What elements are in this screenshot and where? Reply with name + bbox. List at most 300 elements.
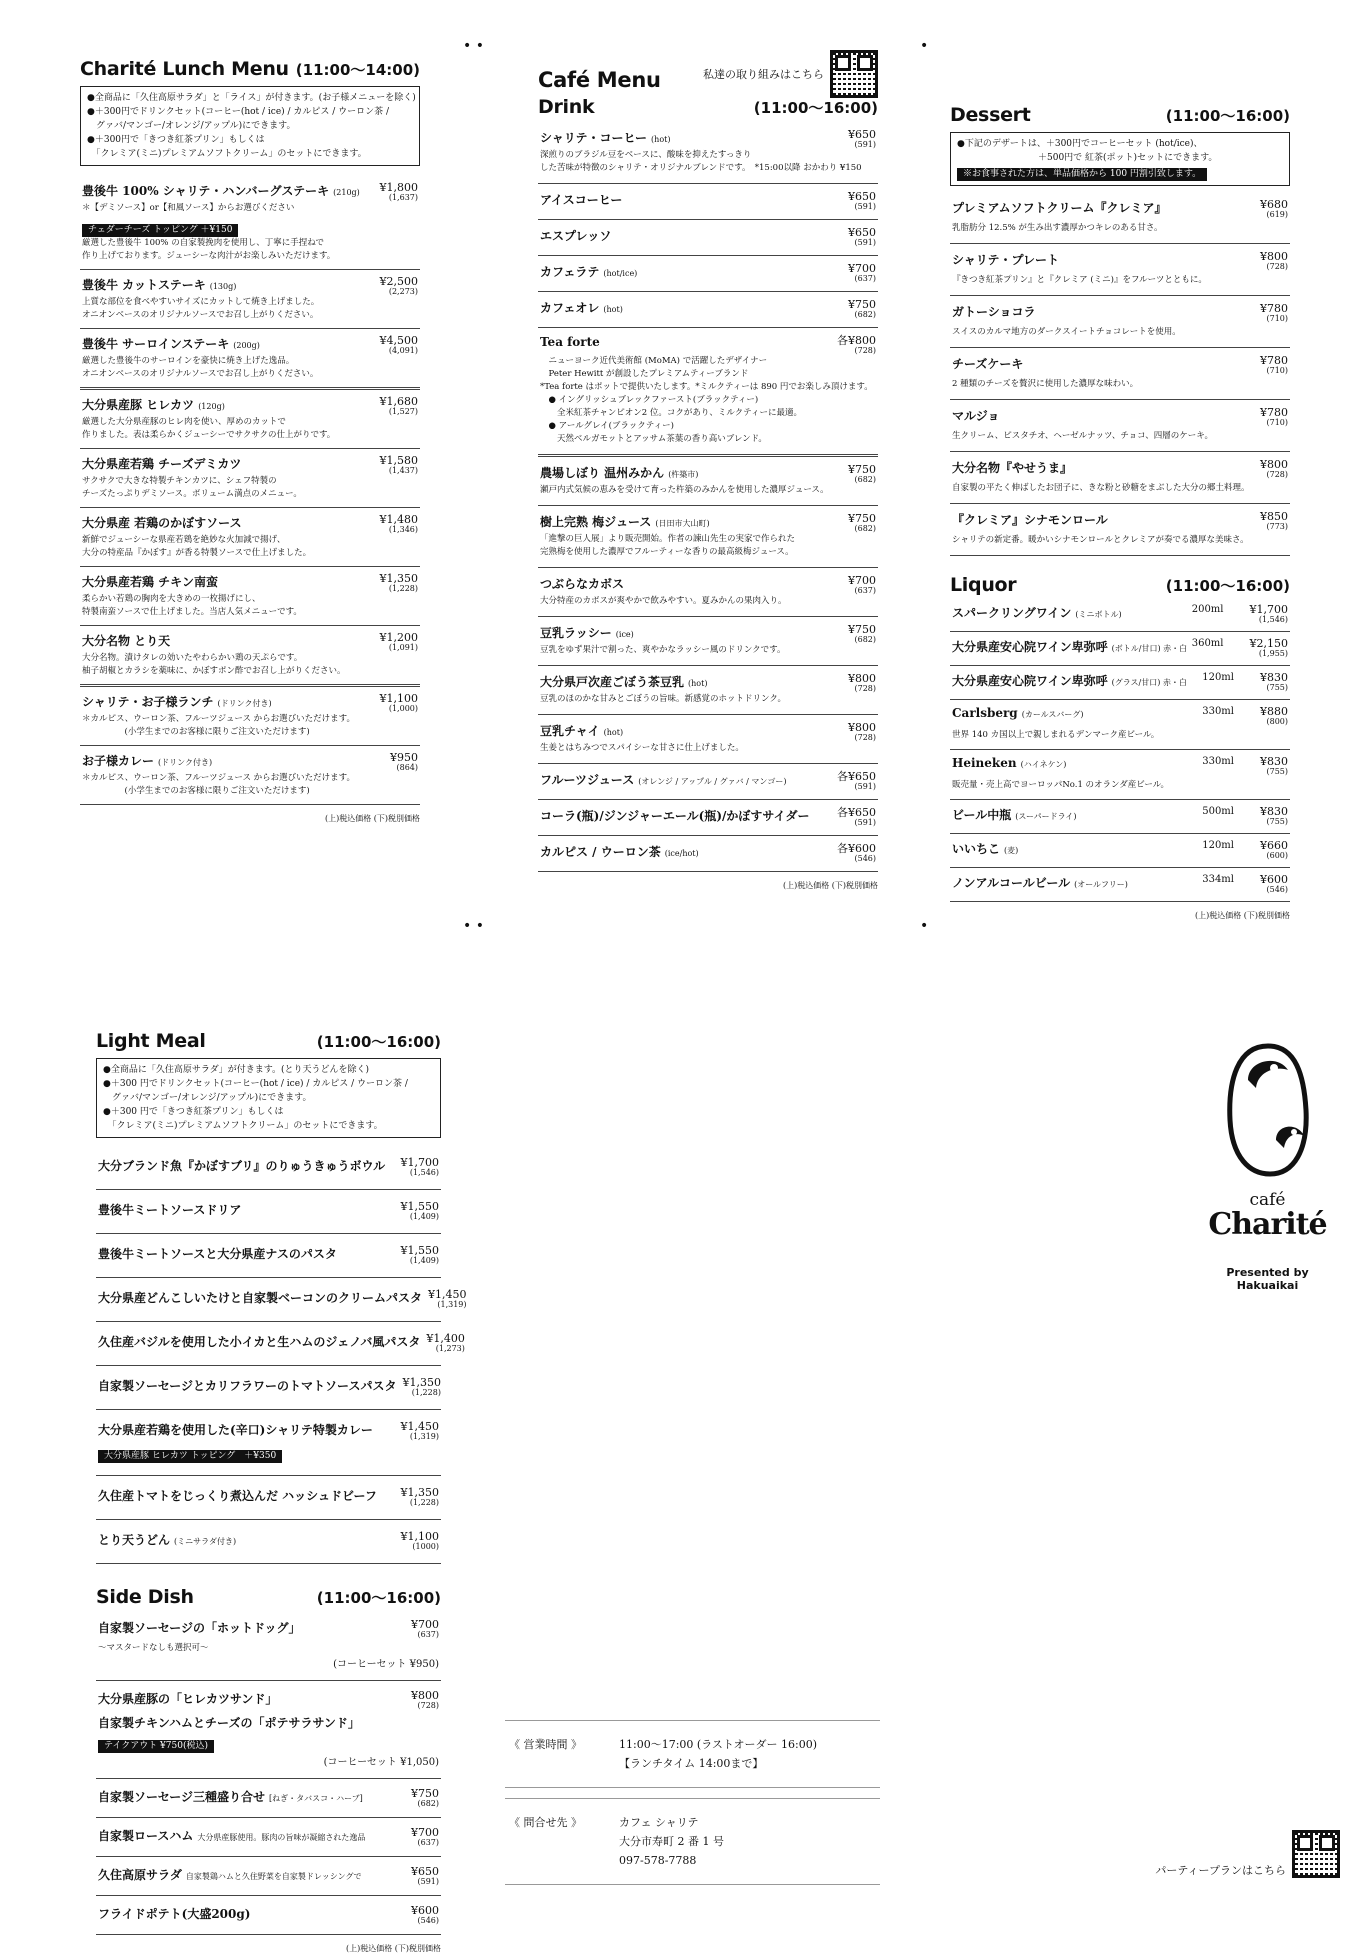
menu-item-sub: (120g) (198, 402, 225, 411)
menu-item (96, 1234, 441, 1278)
price-excl-tax: (682) (854, 310, 876, 319)
price-excl-tax: (728) (417, 1701, 439, 1710)
menu-item-name (540, 191, 622, 208)
menu-item-topping: チェダーチーズ トッピング ＋¥150 (82, 224, 238, 237)
lunch-items (80, 176, 420, 805)
menu-item-name (952, 459, 1072, 476)
menu-item-desc: 乳脂肪分 12.5% が生み出す濃厚かつキレのある甘さ。 (952, 223, 1163, 233)
contact-info (505, 1798, 880, 1885)
menu-item-price (1260, 251, 1288, 271)
menu-item-name (98, 1333, 420, 1350)
menu-item-name (952, 806, 1076, 823)
price-excl-tax: (546) (1266, 885, 1288, 894)
price-incl-tax: ¥1,700 (1249, 603, 1288, 616)
brand-cafe: café (1249, 1190, 1286, 1210)
menu-item-price (380, 182, 419, 202)
menu-item-name (540, 807, 810, 824)
menu-item-price (848, 227, 876, 247)
menu-item-desc: 柚子胡椒とカラシを薬味に、かぼすポン酢でお召し上がりください。 (82, 666, 346, 676)
menu-item-price (837, 843, 876, 863)
price-excl-tax: (591) (854, 818, 876, 827)
menu-item (538, 568, 878, 617)
menu-item (96, 1610, 441, 1681)
menu-item-name (952, 638, 1187, 655)
menu-item (538, 800, 878, 836)
price-excl-tax: (1,546) (409, 1168, 439, 1177)
menu-item-title: 豆乳ラッシー (540, 626, 612, 640)
price-excl-tax: (1,955) (1258, 649, 1288, 658)
menu-item-name (952, 874, 1128, 891)
menu-item-name (82, 632, 170, 649)
menu-item-volume: 334ml (1202, 874, 1234, 885)
menu-item-desc: ＊【デミソース】or【和風ソース】からお選びください (82, 203, 295, 213)
light-items (96, 1146, 467, 1564)
menu-item-price (1260, 874, 1288, 894)
menu-item-title: シャリテ・お子様ランチ (82, 695, 214, 709)
menu-item-title: 豊後牛ミートソースドリア (98, 1203, 242, 1217)
menu-item-price (848, 263, 876, 283)
cafe-menu (538, 50, 878, 891)
menu-item-name (540, 843, 699, 860)
menu-item-desc: オニオンベースのオリジナルソースでお召し上がりください。 (82, 369, 319, 379)
menu-item-price (380, 573, 419, 593)
menu-item-title: 『クレミア』シナモンロール (952, 513, 1108, 527)
menu-item-title: Heineken (952, 756, 1017, 770)
note-line: ●＋300円で「きつき紅茶プリン」もしくは (87, 135, 265, 145)
menu-item-price (428, 1289, 467, 1309)
menu-item (950, 400, 1290, 452)
menu-item-price (848, 464, 876, 484)
menu-item-desc: 厳選した豊後牛のサーロインを豪快に焼き上げた逸品。 (82, 356, 295, 366)
bird-logo-icon (1218, 1040, 1318, 1180)
dessert-hours: (11:00～16:00) (1165, 107, 1290, 125)
price-excl-tax: (682) (854, 635, 876, 644)
menu-item-name (82, 455, 241, 472)
menu-item-desc: 〜マスタードなしも選択可〜 (98, 1643, 209, 1653)
menu-item-price (1260, 407, 1288, 427)
menu-item (80, 329, 420, 390)
price-incl-tax: ¥1,700 (400, 1156, 439, 1169)
menu-item-price (837, 335, 876, 355)
drink-hours: (11:00～16:00) (753, 99, 878, 117)
menu-item-sub: [ねぎ・タバスコ・ハーブ] (269, 1794, 363, 1803)
menu-item-title: Carlsberg (952, 706, 1018, 720)
price-excl-tax: (546) (417, 1916, 439, 1925)
menu-item-sub: (hot) (603, 305, 623, 314)
menu-item (96, 1190, 441, 1234)
liquor-items (950, 598, 1290, 902)
price-incl-tax: ¥1,350 (400, 1486, 439, 1499)
menu-item-name (82, 573, 218, 590)
menu-item-desc: ＊カルピス、ウーロン茶、フルーツジュース からお選びいただけます。 (82, 773, 356, 783)
dessert-note: ＋500円で 紅茶(ポット)セットにできます。 (957, 153, 1218, 163)
price-excl-tax: (682) (854, 524, 876, 533)
dessert-notes (950, 132, 1290, 186)
menu-item-name (540, 335, 600, 349)
qr-code-icon[interactable] (830, 50, 878, 98)
menu-item-name (98, 1157, 385, 1174)
menu-item-desc: 生姜とはちみつでスパイシーな甘さに仕上げました。 (540, 743, 744, 753)
menu-item-price (380, 455, 419, 475)
price-incl-tax: 各¥600 (837, 842, 876, 855)
price-incl-tax: ¥850 (1260, 510, 1288, 523)
fold-dots: • (920, 38, 929, 54)
note-line: 「クレミア(ミニ)プレミアムソフトクリーム」のセットにできます。 (103, 1121, 383, 1131)
note-line: ●＋300円でドリンクセット(コーヒー(hot / ice) / カルピス / ウーロン茶 / (87, 107, 390, 117)
price-incl-tax: ¥750 (848, 298, 876, 311)
menu-item (950, 632, 1290, 666)
menu-item-sub: (カールスバーグ) (1021, 710, 1084, 719)
menu-item-desc: オニオンベースのオリジナルソースでお召し上がりください。 (82, 310, 319, 320)
price-incl-tax: ¥800 (411, 1689, 439, 1702)
menu-item (80, 687, 420, 746)
note-line: ●＋300 円でドリンクセット(コーヒー(hot / ice) / カルピス / ウーロン茶 / (103, 1079, 408, 1089)
menu-item-title: エスプレッソ (540, 229, 612, 243)
price-excl-tax: (1,409) (409, 1256, 439, 1265)
menu-item-title: 大分県産どんこしいたけと自家製ベーコンのクリームパスタ (98, 1291, 423, 1305)
menu-item (80, 176, 420, 270)
brand-charite: Charité (1208, 1207, 1327, 1242)
store-info (505, 1720, 880, 1885)
menu-item-price (837, 807, 876, 827)
price-incl-tax: ¥1,680 (379, 395, 418, 408)
price-incl-tax: ¥1,350 (379, 572, 418, 585)
price-excl-tax: (755) (1266, 767, 1288, 776)
menu-item-sub: 大分県産豚使用。豚肉の旨味が凝縮された逸品 (197, 1833, 366, 1842)
menu-item-title: 豊後牛 100% シャリテ・ハンバーグステーキ (82, 184, 330, 198)
menu-item-price (848, 722, 876, 742)
price-incl-tax: ¥1,400 (426, 1332, 465, 1345)
price-excl-tax: (4,091) (388, 346, 418, 355)
price-incl-tax: ¥830 (1260, 805, 1288, 818)
menu-item-title: いいちこ (952, 842, 1001, 856)
menu-item-desc: サクサクで大きな特製チキンカツに、シェフ特製の (82, 476, 277, 486)
menu-item-sub: (ice) (615, 630, 634, 639)
menu-item-title: 農場しぼり 温州みかん (540, 466, 665, 480)
dessert-note: ●下記のデザートは、＋300円でコーヒーセット (hot/ice)、 (957, 139, 1203, 149)
menu-item-sub: (オレンジ / アップル / グァバ / マンゴー) (638, 777, 787, 786)
fold-dots: • • (463, 918, 484, 934)
menu-item-desc: 大分特産のカボスが爽やかで飲みやすい。夏みかんの果肉入り。 (540, 596, 787, 606)
menu-item-title: 樹上完熟 梅ジュース (540, 515, 652, 529)
menu-item (96, 1410, 441, 1476)
menu-item-name (98, 1619, 301, 1636)
price-excl-tax: (1,091) (388, 643, 418, 652)
menu-item-name (952, 840, 1018, 857)
menu-item-desc: Peter Hewitt が創設したプレミアムティーブランド (540, 369, 749, 379)
menu-item (538, 457, 878, 506)
price-incl-tax: ¥1,800 (379, 181, 418, 194)
menu-item-title: コーラ(瓶)/ジンジャーエール(瓶)/かぼすサイダー (540, 809, 810, 823)
menu-item-price (848, 673, 876, 693)
menu-item-title: マルジョ (952, 409, 1000, 423)
menu-item-title: プレミアムソフトクリーム『クレミア』 (952, 201, 1167, 215)
menu-item-desc: 作りました。表は柔らかくジューシーでサクサクの仕上がりです。 (82, 430, 336, 440)
menu-item-desc: 豆乳のほのかな甘みとごぼうの旨味。新感覚のホットドリンク。 (540, 694, 786, 704)
menu-item-price (411, 1690, 439, 1710)
menu-item-desc: 『きつき紅茶プリン』と『クレミア (ミニ)』をフルーツとともに。 (952, 275, 1207, 285)
price-excl-tax: (600) (1266, 851, 1288, 860)
menu-item-sub: (200g) (233, 341, 260, 350)
menu-item-price (848, 575, 876, 595)
menu-item-volume: 330ml (1202, 706, 1234, 717)
menu-item-title: アイスコーヒー (540, 193, 623, 207)
menu-item (80, 746, 420, 805)
menu-item-name (82, 514, 242, 531)
menu-item-desc: 販売量・売上高でヨーロッパNo.1 のオランダ産ビール。 (952, 780, 1170, 790)
menu-item (538, 184, 878, 220)
menu-item-price (401, 1421, 440, 1441)
cafe-items (538, 122, 878, 872)
menu-item-sub: (ミニボトル) (1075, 610, 1122, 619)
menu-item-name (82, 276, 236, 293)
price-incl-tax: ¥1,200 (379, 631, 418, 644)
menu-item-title: カフェオレ (540, 301, 600, 315)
drink-title: Drink (538, 96, 595, 118)
menu-item-price (411, 1905, 439, 1925)
menu-item-desc: 上質な部位を食べやすいサイズにカットして焼き上げました。 (82, 297, 320, 307)
menu-item-price (411, 1866, 439, 1886)
menu-item-price (1260, 303, 1288, 323)
price-excl-tax: (546) (854, 854, 876, 863)
menu-item-sub: (ice/hot) (664, 849, 699, 858)
price-incl-tax: ¥1,480 (379, 513, 418, 526)
menu-item-name (540, 513, 710, 530)
menu-item-title: 大分名物『やせうま』 (952, 461, 1073, 475)
menu-item-name (540, 673, 707, 690)
menu-item-price (380, 693, 419, 713)
menu-item-title: シャリテ・プレート (952, 253, 1060, 267)
menu-item-title: つぶらなカボス (540, 577, 625, 591)
menu-item-sub: (スーパードライ) (1015, 812, 1077, 821)
menu-item (538, 617, 878, 666)
menu-item (96, 1681, 441, 1779)
side-items (96, 1610, 441, 1935)
price-excl-tax: (1,228) (411, 1388, 441, 1397)
menu-item-title: 豊後牛 カットステーキ (82, 278, 206, 292)
menu-item-name (98, 1201, 241, 1218)
qr-code-icon[interactable] (1292, 1830, 1340, 1878)
price-excl-tax: (1,637) (388, 193, 418, 202)
price-incl-tax: ¥1,550 (400, 1200, 439, 1213)
menu-item-desc: 深煎りのブラジル豆をベースに、酸味を抑えたすっきり (540, 150, 752, 160)
menu-item (96, 1857, 441, 1896)
menu-item (96, 1779, 441, 1818)
menu-item-desc: *Tea forte はポットで提供いたします。*ミルクティーは 890 円でお楽しみ頂けます。 (540, 382, 873, 392)
menu-item-name (82, 396, 225, 413)
price-incl-tax: ¥1,350 (402, 1376, 441, 1389)
menu-item-title: お子様カレー (82, 754, 155, 768)
menu-item-desc: ● アールグレイ(ブラックティー) (540, 421, 674, 431)
contact-address: 大分市寿町 2 番 1 号 (619, 1835, 724, 1848)
menu-item-title: 自家製ソーセージとカリフラワーのトマトソースパスタ (98, 1379, 397, 1393)
menu-item (950, 868, 1290, 902)
price-incl-tax: ¥650 (848, 190, 876, 203)
menu-item-title: 大分県産豚 ヒレカツ (82, 398, 195, 412)
menu-item (538, 256, 878, 292)
menu-item-desc: 厳選した豊後牛 100% の自家製挽肉を使用し、丁寧に手捏ねで (82, 238, 324, 248)
menu-item-name (952, 672, 1187, 689)
price-excl-tax: (1000) (412, 1542, 439, 1551)
price-excl-tax: (728) (854, 346, 876, 355)
menu-item-sub: (日田市大山町) (655, 519, 710, 528)
menu-item-desc: ニューヨーク近代美術館 (MoMA) で活躍したデザイナー (540, 356, 768, 366)
price-excl-tax: (710) (1266, 314, 1288, 323)
menu-item (538, 328, 878, 457)
menu-item (538, 764, 878, 800)
menu-item-desc: 「進撃の巨人展」より販売開始。作者の諫山先生の実家で作られた (540, 534, 796, 544)
menu-item-set: (コーヒーセット ¥1,050) (323, 1757, 439, 1768)
price-incl-tax: ¥700 (848, 262, 876, 275)
menu-item (80, 567, 420, 626)
menu-item (950, 452, 1290, 504)
note-line: ●全商品に「久住高原サラダ」と「ライス」が付きます。(お子様メニューを除く) (87, 93, 416, 103)
note-line: グァバ/マンゴー/オレンジ/アップル)にできます。 (87, 121, 296, 131)
liquor-hours: (11:00～16:00) (1165, 577, 1290, 595)
menu-item (96, 1896, 441, 1935)
price-incl-tax: ¥780 (1260, 354, 1288, 367)
menu-item-name (540, 722, 623, 739)
menu-item-price (380, 632, 419, 652)
price-incl-tax: ¥750 (411, 1787, 439, 1800)
contact-phone[interactable]: 097-578-7788 (619, 1854, 697, 1867)
menu-item-price (1260, 756, 1288, 776)
price-incl-tax: ¥700 (411, 1826, 439, 1839)
menu-item-title: 大分県産若鶏を使用した(辛口)シャリテ特製カレー (98, 1423, 373, 1437)
menu-item (80, 390, 420, 449)
price-excl-tax: (1,228) (409, 1498, 439, 1507)
menu-item-name (540, 771, 787, 788)
menu-item-volume: 120ml (1202, 840, 1234, 851)
menu-item-title: 大分県産安心院ワイン卑弥呼 (952, 674, 1108, 688)
menu-item-price (390, 752, 418, 772)
menu-item (950, 800, 1290, 834)
price-incl-tax: ¥800 (848, 672, 876, 685)
price-excl-tax: (710) (1266, 418, 1288, 427)
menu-item-name (952, 199, 1166, 216)
price-incl-tax: ¥800 (1260, 458, 1288, 471)
menu-item-desc: 厳選した大分県産豚のヒレ肉を使い、厚めのカットで (82, 417, 286, 427)
price-incl-tax: ¥650 (411, 1865, 439, 1878)
menu-item-name (98, 1788, 363, 1805)
menu-item-price (401, 1531, 440, 1551)
lunch-title: Charité Lunch Menu (80, 58, 289, 80)
menu-item-set: (コーヒーセット ¥950) (333, 1659, 439, 1670)
menu-item-name (952, 251, 1059, 268)
menu-item-name (540, 129, 670, 146)
price-excl-tax: (682) (417, 1799, 439, 1808)
price-excl-tax: (682) (854, 475, 876, 484)
price-excl-tax: (1,228) (388, 584, 418, 593)
menu-item-desc: 大分の特産品『かぼす』が香る特製ソースで仕上げました。 (82, 548, 312, 558)
hours-line2: 【ランチタイム 14:00まで】 (619, 1757, 764, 1770)
price-incl-tax: ¥1,550 (400, 1244, 439, 1257)
menu-item-desc: 2 種類のチーズを贅沢に使用した濃厚な味わい。 (952, 379, 1139, 389)
menu-item-price (848, 191, 876, 211)
price-incl-tax: ¥4,500 (379, 334, 418, 347)
menu-item-name (82, 693, 272, 710)
menu-item-desc: 世界 140 カ国以上で親しまれるデンマーク産ビール。 (952, 730, 1160, 740)
menu-item-price (380, 276, 419, 296)
price-incl-tax: ¥650 (848, 226, 876, 239)
side-hours: (11:00～16:00) (316, 1589, 441, 1607)
menu-item (950, 296, 1290, 348)
price-excl-tax: (728) (854, 684, 876, 693)
menu-item (538, 506, 878, 568)
brand-block (1195, 1040, 1340, 1292)
price-excl-tax: (755) (1266, 817, 1288, 826)
price-excl-tax: (1,546) (1258, 615, 1288, 624)
menu-item-price (848, 624, 876, 644)
menu-item-title: 大分名物 とり天 (82, 634, 171, 648)
menu-item-sub: (ボトル/甘口) 赤・白 (1111, 644, 1188, 653)
menu-item-name (98, 1421, 373, 1438)
price-excl-tax: (800) (1266, 717, 1288, 726)
price-incl-tax: ¥750 (848, 512, 876, 525)
price-excl-tax: (637) (854, 586, 876, 595)
price-incl-tax: ¥1,100 (379, 692, 418, 705)
menu-item-title: スパークリングワイン (952, 606, 1072, 620)
dessert-items (950, 192, 1290, 556)
menu-item-desc: 新鮮でジューシーな県産若鶏を絶妙な火加減で揚げ、 (82, 535, 286, 545)
menu-item (96, 1322, 465, 1366)
menu-item-name (952, 604, 1122, 621)
menu-item-name (98, 1289, 422, 1306)
menu-item-price (1260, 199, 1288, 219)
menu-item-price (848, 513, 876, 533)
menu-item (950, 348, 1290, 400)
menu-item-title: カルピス / ウーロン茶 (540, 845, 661, 859)
presented-by: Presented by (1226, 1266, 1309, 1279)
menu-item-volume: 200ml (1191, 604, 1224, 615)
menu-item-title: 大分県産豚の「ヒレカツサンド」 (98, 1692, 278, 1706)
fold-dots: • • (463, 38, 484, 54)
price-excl-tax: (1,319) (409, 1432, 439, 1441)
menu-item (96, 1476, 441, 1520)
menu-item-price (1260, 672, 1288, 692)
menu-item (950, 834, 1290, 868)
menu-item-desc: (小学生までのお客様に限りご注文いただけます) (82, 727, 310, 737)
menu-item-title: フルーツジュース (540, 773, 635, 787)
menu-item (538, 666, 878, 715)
price-incl-tax: ¥660 (1260, 839, 1288, 852)
price-incl-tax: 各¥650 (837, 806, 876, 819)
price-incl-tax: 各¥650 (837, 770, 876, 783)
party-plan-label: パーティープランはこちら (1155, 1864, 1286, 1877)
menu-item-sub: (杵築市) (668, 470, 699, 479)
party-plan (1110, 1830, 1340, 1878)
menu-item-desc: 生クリーム、ピスタチオ、ヘーゼルナッツ、チョコ、四層のケーキ。 (952, 431, 1213, 441)
menu-item-price (848, 299, 876, 319)
menu-item-title: 豊後牛ミートソースと大分県産ナスのパスタ (98, 1247, 337, 1261)
liquor-footnote: (上)税込価格 (下)税別価格 (1194, 911, 1290, 920)
menu-item (538, 292, 878, 328)
menu-item-price (1250, 604, 1289, 624)
note-line: ●＋300 円で「きつき紅茶プリン」もしくは (103, 1107, 284, 1117)
menu-item-name (82, 335, 260, 352)
price-incl-tax: ¥700 (848, 574, 876, 587)
liquor-title: Liquor (950, 574, 1017, 596)
menu-item-price (380, 335, 419, 355)
menu-item-sub: (hot) (688, 679, 708, 688)
price-excl-tax: (591) (854, 782, 876, 791)
contact-name: カフェ シャリテ (619, 1816, 699, 1829)
note-line: ●全商品に「久住高原サラダ」が付きます。(とり天うどんを除く) (103, 1065, 370, 1075)
menu-item-desc: 柔らかい若鶏の胸肉を大きめの一枚揚げにし、 (82, 594, 261, 604)
menu-item-name (540, 299, 623, 316)
menu-item (950, 244, 1290, 296)
menu-item-title: 大分ブランド魚『かぼすブリ』のりゅうきゅうボウル (98, 1159, 386, 1173)
